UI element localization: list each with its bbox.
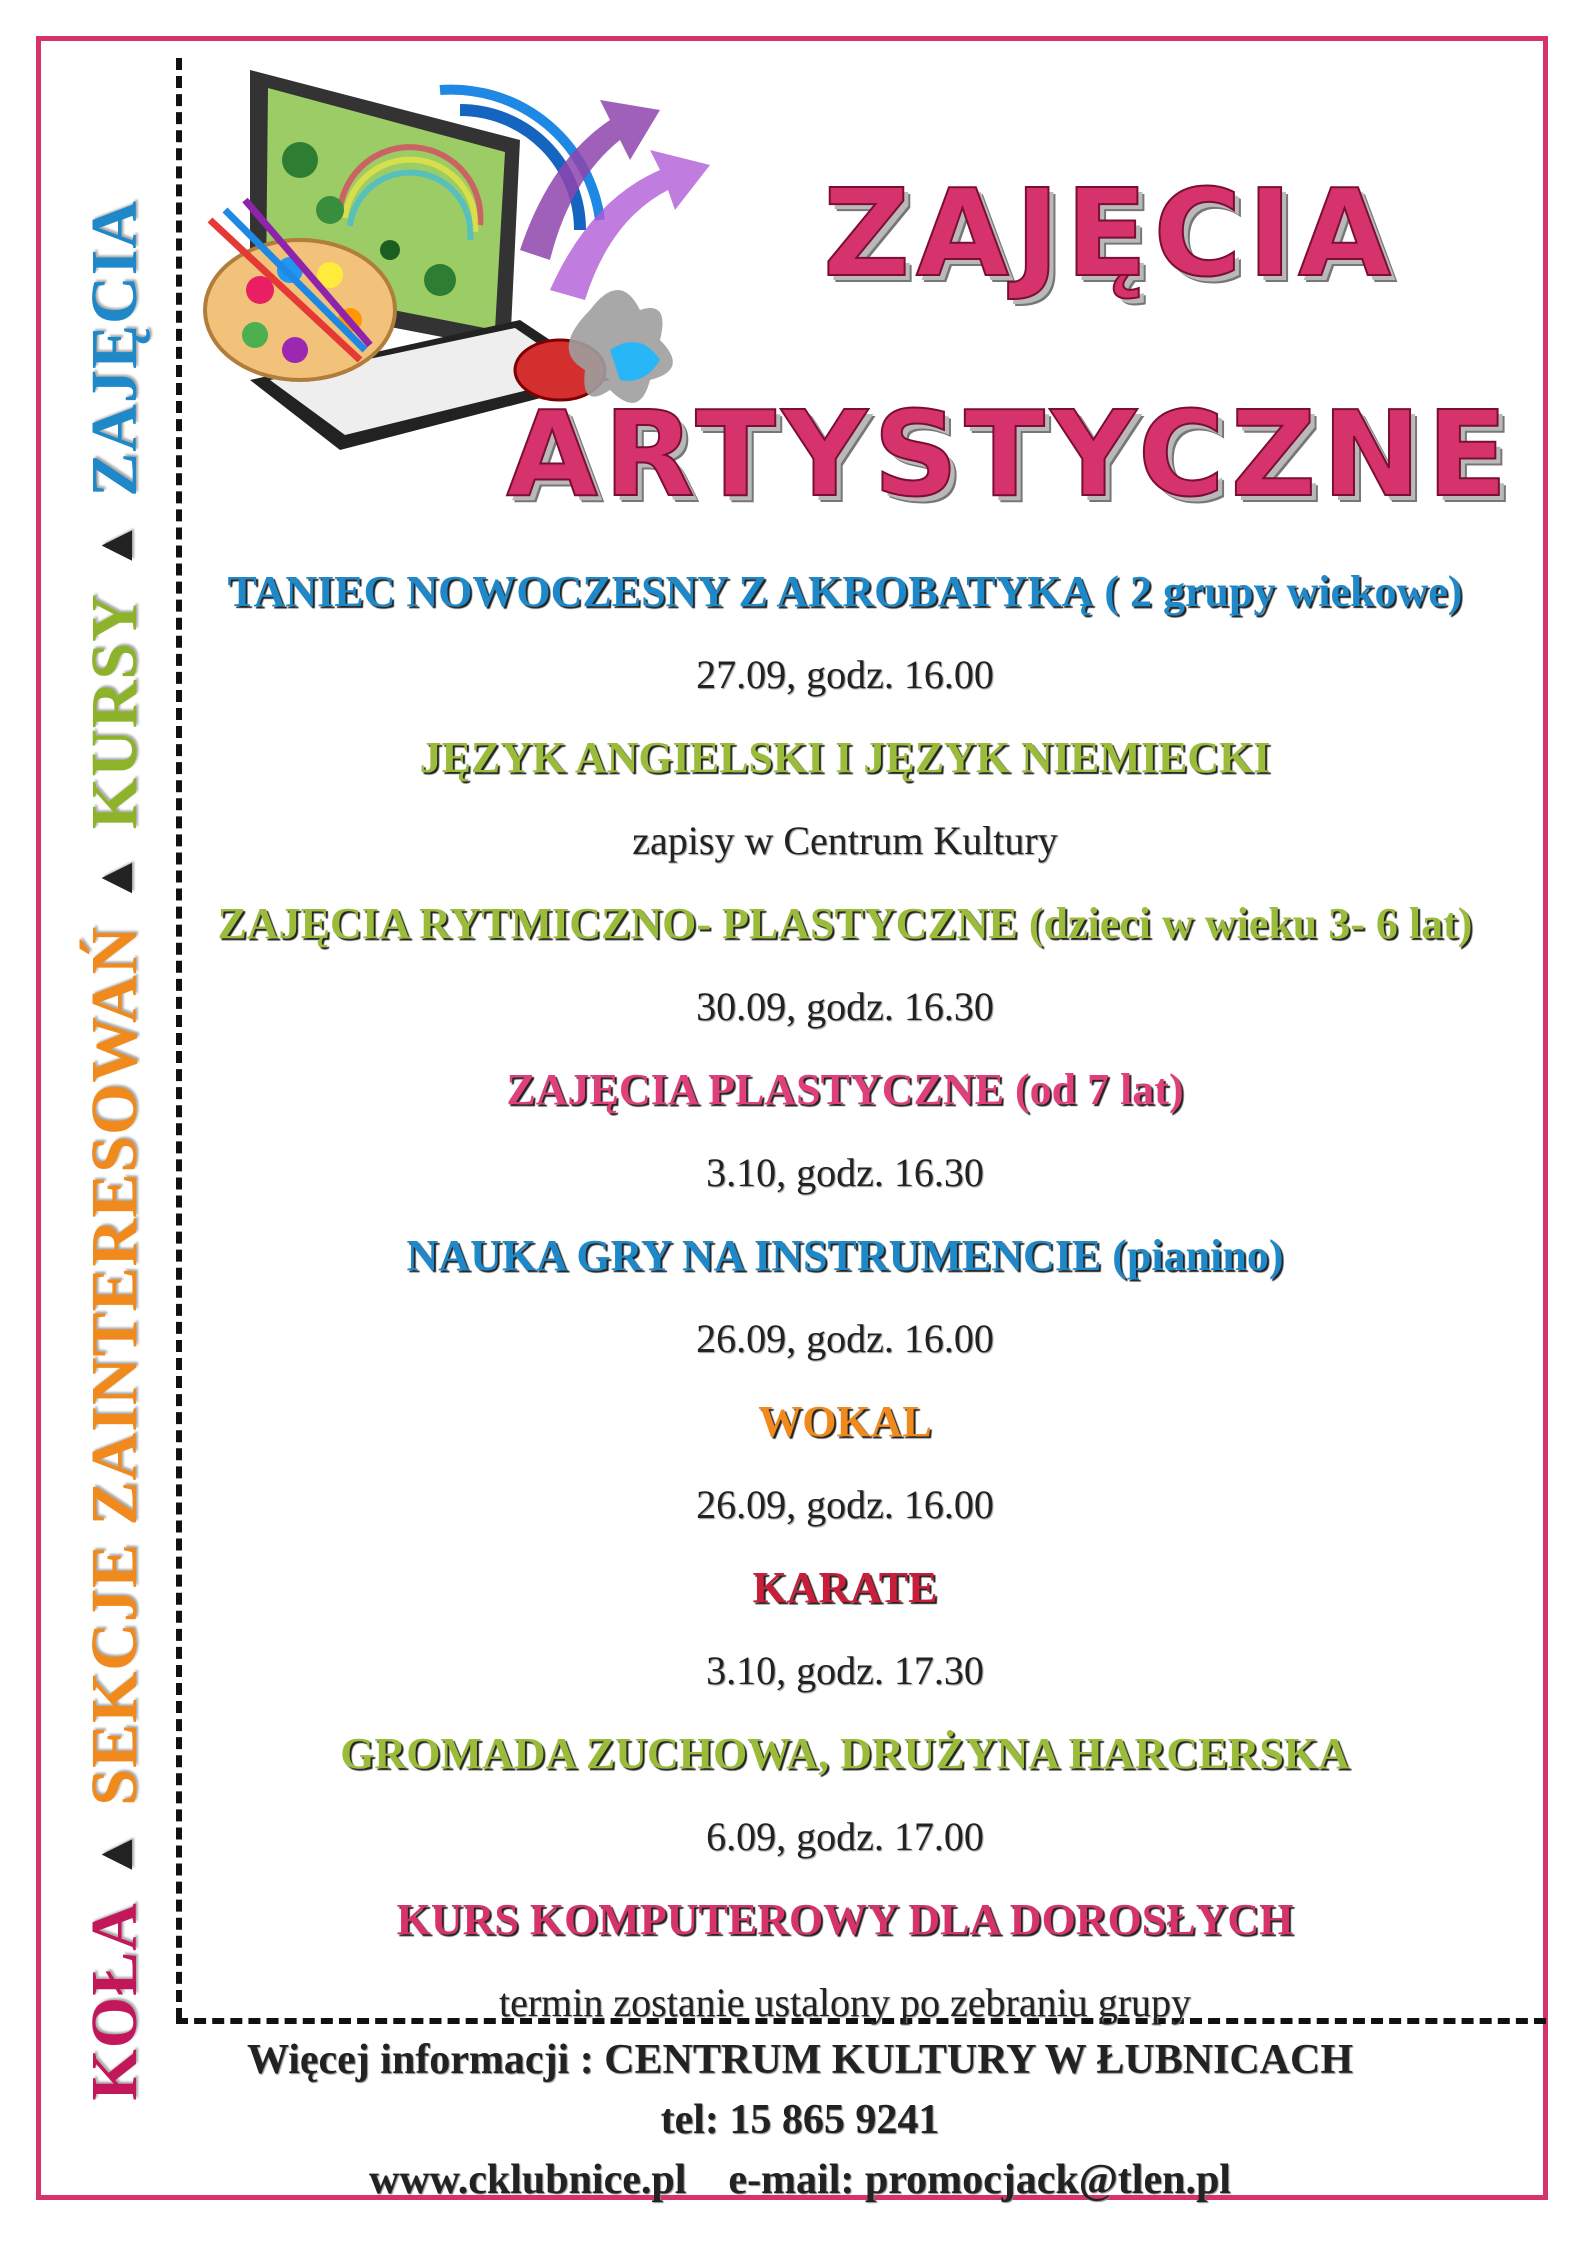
footer-phone: tel: 15 865 9241: [660, 2097, 940, 2143]
activity-title: GROMADA ZUCHOWA, DRUŻYNA HARCERSKA: [340, 1729, 1350, 1778]
side-word-kola: KOŁA: [78, 1902, 151, 2101]
activity-title: ZAJĘCIA PLASTYCZNE (od 7 lat): [506, 1065, 1184, 1114]
triangle-icon: ▲: [86, 518, 144, 572]
activities-list: [180, 550, 1510, 2044]
activity-title: NAUKA GRY NA INSTRUMENCIE (pianino): [406, 1231, 1284, 1280]
triangle-icon: ▲: [86, 1827, 144, 1881]
activity-detail: zapisy w Centrum Kultury: [632, 818, 1058, 863]
activity-title: TANIEC NOWOCZESNY Z AKROBATYKĄ ( 2 grupy wiekowe): [227, 567, 1463, 616]
activity-title: JĘZYK ANGIELSKI I JĘZYK NIEMIECKI: [419, 733, 1271, 782]
title-line-2: ARTYSTYCZNE: [506, 385, 1514, 523]
side-word-sekcje: SEKCJE ZAINTERESOWAŃ: [78, 925, 151, 1806]
activity-detail: 30.09, godz. 16.30: [696, 984, 994, 1029]
activity-detail: 3.10, godz. 17.30: [706, 1648, 984, 1693]
activity-detail: 26.09, godz. 16.00: [696, 1482, 994, 1527]
side-word-kursy: KURSY: [78, 593, 151, 830]
title-line-1: ZAJĘCIA: [822, 165, 1398, 304]
footer-info: Więcej informacji : CENTRUM KULTURY W ŁUBNICACH: [246, 2037, 1354, 2083]
footer-email[interactable]: e-mail: promocjack@tlen.pl: [728, 2157, 1231, 2203]
activity-title: WOKAL: [758, 1397, 932, 1446]
activity-detail: termin zostanie ustalony po zebraniu grupy: [498, 1980, 1192, 2025]
side-word-zajecia: ZAJĘCIA: [78, 200, 151, 497]
side-banner: [70, 200, 160, 2190]
activity-title: KARATE: [752, 1563, 938, 1612]
footer-contact: [180, 2150, 1420, 2210]
activity-detail: 26.09, godz. 16.00: [696, 1316, 994, 1361]
activity-detail: 6.09, godz. 17.00: [706, 1814, 984, 1859]
footer: [180, 2030, 1420, 2210]
activity-detail: 3.10, godz. 16.30: [706, 1150, 984, 1195]
triangle-icon: ▲: [86, 851, 144, 904]
activity-title: KURS KOMPUTEROWY DLA DOROSŁYCH: [396, 1895, 1294, 1944]
activity-detail: 27.09, godz. 16.00: [696, 652, 994, 697]
footer-website[interactable]: www.cklubnice.pl: [369, 2157, 687, 2203]
side-banner-text: [70, 200, 160, 2190]
activity-title: ZAJĘCIA RYTMICZNO- PLASTYCZNE (dzieci w wieku 3- 6 lat): [217, 899, 1473, 948]
